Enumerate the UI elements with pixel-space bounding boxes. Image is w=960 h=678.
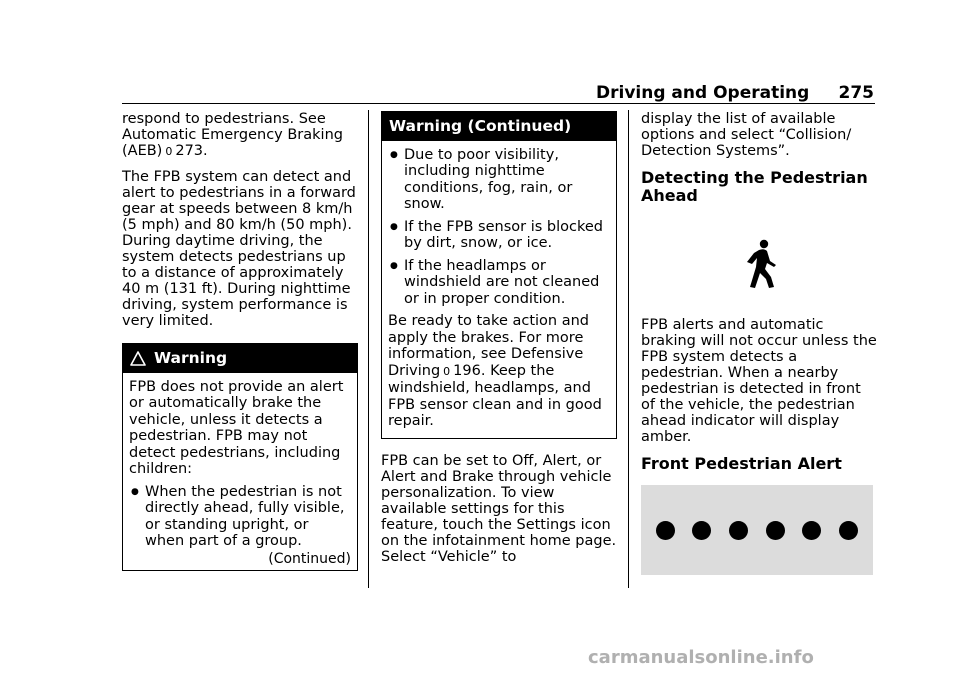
paragraph: FPB can be set to Off, Alert, or Alert and Brake through vehicle personalization. To view available settings for this feature, touch the Settings icon on the infotainment home page. Select “Vehicle” to (381, 452, 617, 565)
warning-box (122, 343, 358, 571)
section-heading: Front Pedestrian Alert (641, 454, 842, 473)
column-2 (381, 111, 617, 574)
paragraph: respond to pedestrians. See Automatic Emergency Braking (AEB) 0 273. (122, 111, 343, 159)
alert-indicator-graphic (641, 485, 873, 575)
list-item: ● If the FPB sensor is blocked by dirt, snow, or ice. (388, 219, 610, 252)
indicator-dot (729, 521, 748, 540)
warning-title-bar: Warning (Continued) (382, 112, 616, 141)
column-divider (628, 110, 629, 588)
page-number: 275 (838, 83, 874, 103)
page-ref-icon: 0 (443, 364, 451, 378)
paragraph: display the list of available options and select “Collision/ Detection Systems”. (641, 111, 852, 159)
warning-intro: FPB does not provide an alert or automatically brake the vehicle, unless it detects a pedestrian. FPB may not detect pedestrians, including children: (129, 378, 344, 477)
header-rule (122, 103, 875, 104)
indicator-dot (839, 521, 858, 540)
column-1 (122, 111, 358, 571)
warning-list (129, 484, 351, 550)
section-title: Driving and Operating (596, 83, 810, 103)
list-item: ● Due to poor visibility, including nighttime conditions, fog, rain, or snow. (388, 147, 610, 213)
list-item: ● If the headlamps or windshield are not cleaned or in proper condition. (388, 258, 610, 308)
warning-list (388, 147, 610, 308)
indicator-dot (802, 521, 821, 540)
continued-label: (Continued) (268, 550, 351, 567)
column-divider (368, 110, 369, 588)
pedestrian-icon (743, 239, 779, 289)
indicator-dot (692, 521, 711, 540)
watermark: carmanualsonline.info (588, 647, 814, 668)
page-ref-icon: 0 (165, 145, 173, 158)
list-item: ● When the pedestrian is not directly ahead, fully visible, or standing upright, or when part of a group. (129, 484, 351, 550)
warning-box-continued (381, 111, 617, 439)
warning-body (382, 141, 616, 438)
warning-body (123, 373, 357, 570)
column-3 (641, 111, 877, 575)
warning-outro: Be ready to take action and apply the brakes. For more information, see Defensive Driving 0 196. Keep the windshield, headlamps, and FPB sensor clean and in good repair. (388, 313, 602, 429)
paragraph: The FPB system can detect and alert to pedestrians in a forward gear at speeds between 8 km/h (5 mph) and 80 km/h (50 mph). During daytime driving, the system detects pedestrians up to a distance of approximately 40 m (131 ft). During nighttime driving, system performance is very limited. (122, 169, 356, 329)
indicator-dot (656, 521, 675, 540)
warning-title-bar: Warning (123, 344, 357, 373)
indicator-dot (766, 521, 785, 540)
section-heading: Detecting the Pedestrian Ahead (641, 168, 868, 205)
paragraph: FPB alerts and automatic braking will not occur unless the FPB system detects a pedestrian. When a nearby pedestrian is detected in front of the vehicle, the pedestrian ahead indicator will display amber. (641, 317, 877, 445)
warning-triangle-icon (130, 351, 146, 366)
